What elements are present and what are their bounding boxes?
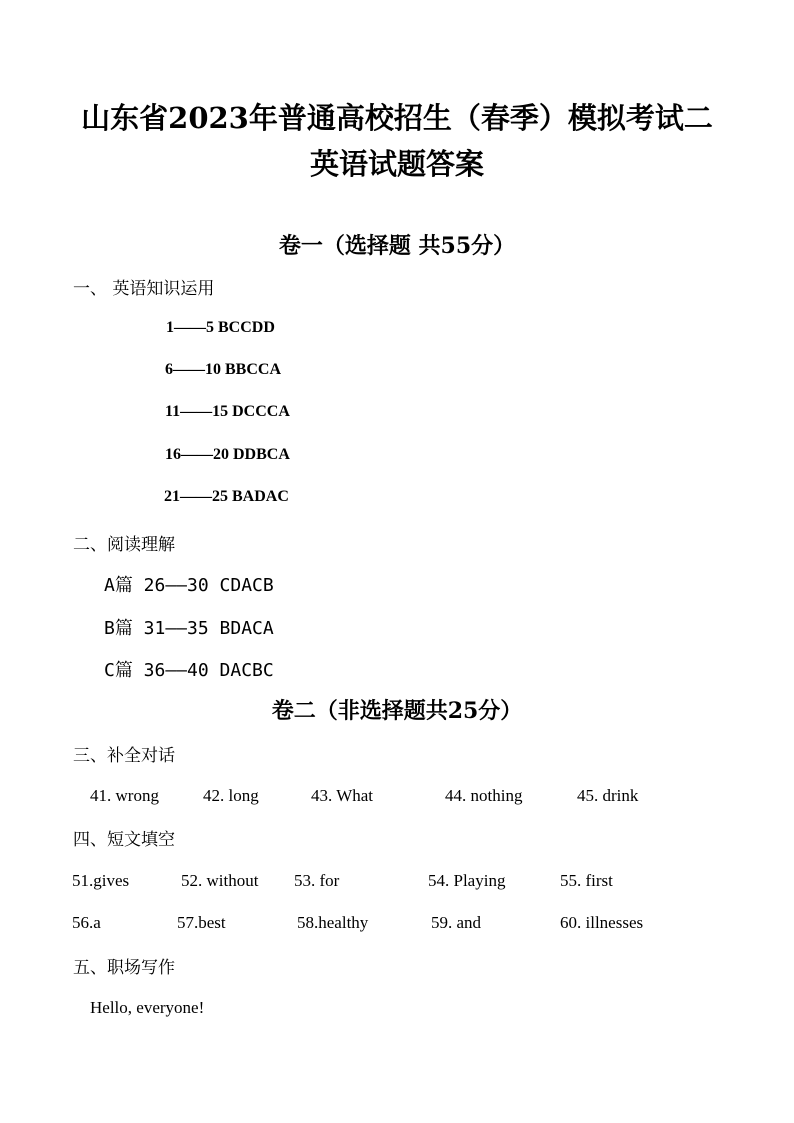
document-title-line2: 英语试题答案	[309, 147, 484, 181]
answer-line: 6——10 BBCCA	[165, 361, 282, 378]
cloze-answer: 59. and	[431, 913, 482, 932]
section1-heading: 一、 英语知识运用	[73, 279, 215, 299]
reading-answer-line: A篇 26——30 CDACB	[104, 575, 274, 596]
section2-heading: 二、阅读理解	[73, 535, 175, 555]
dialogue-answer: 42. long	[203, 786, 259, 805]
dialogue-answer: 44. nothing	[445, 786, 523, 805]
dialogue-answer: 45. drink	[577, 786, 639, 805]
cloze-answer: 54. Playing	[428, 871, 506, 890]
cloze-answer: 57.best	[177, 913, 226, 932]
document-title-line1: 山东省2023年普通高校招生（春季）模拟考试二	[81, 101, 713, 135]
cloze-answer: 60. illnesses	[560, 913, 644, 932]
section4-heading: 四、短文填空	[73, 830, 175, 850]
writing-greeting: Hello, everyone!	[90, 998, 205, 1017]
reading-answer-line: C篇 36——40 DACBC	[104, 660, 274, 681]
reading-answer-line: B篇 31——35 BDACA	[104, 618, 274, 639]
cloze-answer: 56.a	[72, 913, 101, 932]
answer-line: 11——15 DCCCA	[165, 403, 290, 420]
section5-heading: 五、职场写作	[73, 958, 175, 978]
dialogue-answer: 41. wrong	[90, 786, 159, 805]
section3-heading: 三、补全对话	[73, 746, 175, 766]
part1-title: 卷一（选择题 共55分）	[278, 233, 516, 259]
dialogue-answer: 43. What	[311, 786, 374, 805]
cloze-answer: 55. first	[560, 871, 613, 890]
part2-title: 卷二（非选择题共25分）	[271, 698, 523, 724]
cloze-answer: 53. for	[294, 871, 340, 890]
answer-line: 16——20 DDBCA	[165, 446, 290, 463]
answer-line: 1——5 BCCDD	[166, 319, 275, 336]
cloze-answer: 58.healthy	[297, 913, 369, 932]
cloze-answer: 51.gives	[72, 871, 130, 890]
answer-line: 21——25 BADAC	[164, 488, 289, 505]
cloze-answer: 52. without	[181, 871, 259, 890]
